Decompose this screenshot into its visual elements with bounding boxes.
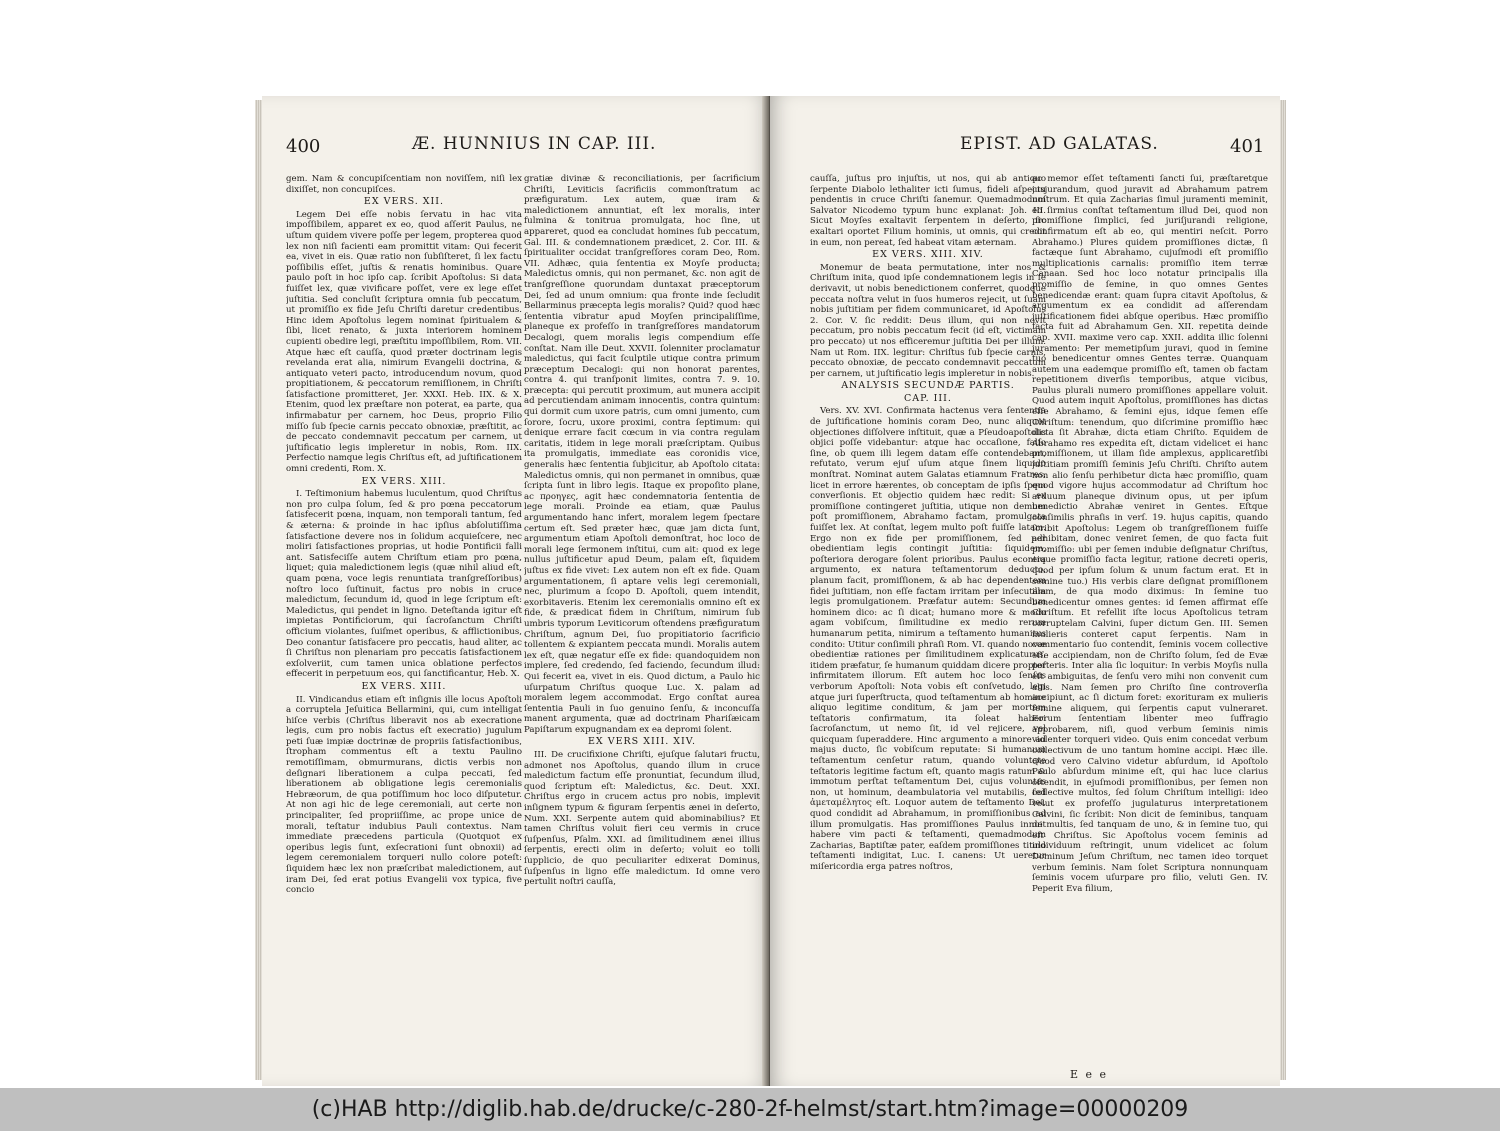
verse-heading: EX VERS XIII. XIV. [588,736,696,748]
text-paragraph: cauſſa, juſtus pro injuſtis, ut nos, qui ab antiquo ſerpente Diabolo lethaliter icti ſumus, fideli aſpectu pendentis in cruce Chriſti ſanemur. Quemadmodum Salvator Nicodemo typum hunc explanat: Joh. III. Sicut Moyſes exaltavit ſerpentem in deſerto, ſic exaltari oportet Filium hominis, ut omnis, qui credit in eum, non pereat, ſed habeat vitam æternam. [810,174,1046,248]
left-running-head: Æ. HUNNIUS IN CAP. III. [412,134,657,154]
left-page-number: 400 [286,136,321,157]
right-column-2 [1032,174,1268,1074]
right-page [770,96,1280,1086]
right-column-1 [810,174,1046,1074]
left-column-2 [524,174,760,1074]
verse-heading: EX VERS. XII. [363,196,445,208]
chapter-heading: CAP. III. [904,392,952,404]
text-paragraph: gratiæ divinæ & reconciliationis, per ſacrificium Chriſti, Leviticis ſacrificiis commonſtratum ac præfiguratum. Lex autem, quæ iram & maledictionem annuntiat, eſt lex moralis, inter fulmina & tonitrua promulgata, hoc ſine, ut appareret, quod ea concludat homines ſub peccatum, Gal. III. & condemnationem prædicet, 2. Cor. III. & ſpiritualiter occidat tranſgreſſores coram Deo, Rom. VII. Adhæc, quia ſententia ex Moyſe producta; Maledictus omnis, qui non permanet, &c. non agit de tranſgreſſione quorundam duntaxat præceptorum Dei, ſed ad unum omnium: qua fronte inde ſecludit Bellarminus præcepta legis moralis? Quid? quod hæc ſententia vibratur apud Moyſen principaliſſime, planeque ex profeſſo in tranſgreſſores mandatorum Decalogi, quem moralis legis compendium eſſe conſtat. Nam ille Deut. XXVII. ſolenniter proclamatur maledictus, qui facit ſculptile utique contra primum præceptum Decalogi: qui non honorat parentes, contra 4. qui tranſponit limites, contra 7. 9. 10. præcepta: qui percutit proximum, aut munera accipit ad percutiendam animam innocentis, contra quintum: qui dormit cum uxore patris, cum omni jumento, cum ſorore, ſocru, uxore proximi, contra ſeptimum: qui denique errare facit cœcum in via contra regulam caritatis, itidem in lege morali præſcriptam. Quibus ita promulgatis, immediate eas coronidis vice, generalis hæc ſententia ſubjicitur, ab Apoſtolo citata: Maledictus omnis, qui non permanet in omnibus, quæ ſcripta ſunt in libro legis. Itaque ex propoſito plane, ac προηγες, agit hæc condemnatoria ſententia de lege morali. Proinde ea etiam, quæ Paulus argumentando hanc infert, moralem legem ſpectare certum eſt. Sed præter hæc, quæ jam dicta ſunt, argumentum etiam Apoſtoli demonſtrat, hoc loco de morali lege ſermonem inſtitui, cum ait: quod ex lege nullus juſtificetur apud Deum, palam eſt, ſiquidem juſtus ex fide vivet: Lex autem non eſt ex fide. Quam argumentationem, ſi aptare velis legi ceremoniali, nec, plurimum a ſcopo D. Apoſtoli, quem intendit, exorbitaveris. Etenim lex ceremonialis omnino eſt ex fide, & prædicat fidem in Chriſtum, nimirum ſub umbris typorum Leviticorum oſtendens præfiguratum Chriſtum, agnum Dei, ſuo propitiatorio ſacrificio tollentem & expiantem peccata mundi. Moralis autem lex eſt, quæ negatur eſſe ex fide: quandoquidem non implere, ſed credendo, ſed faciendo, ſecundum illud: Qui fecerit ea, vivet in eis. Quod dictum, a Paulo hic uſurpatum Chriſtus quoque Luc. X. palam ad moralem legem accommodat. Ergo conſtat aurea ſententia Pauli in ſuo genuino ſenſu, & inconcuſſa manent argumenta, quæ ad doctrinam Phariſæicam Papiſtarum expugnandam ex ea depromi ſolent. [524,174,760,735]
text-paragraph: gem. Nam & concupiſcentiam non noviſſem, niſi lex dixiſſet, non concupiſces. [286,174,522,195]
verse-heading: EX VERS. XIII. [361,475,447,487]
text-paragraph: I. Teſtimonium habemus luculentum, quod Chriſtus non pro culpa ſolum, ſed & pro pœna peccatorum ſatisfecerit pœna, inquam, non temporali tantum, ſed & æterna: & proinde in hac ipſius abſolutiſſima ſatisfactione devere nos in ſolidum acquieſcere, nec moliri ſatisfactiones proprias, ut hodie Pontificii falli ant. Satisfeciſſe autem Chriſtum etiam pro pœna, liquet; quia maledictionem legis (quæ nihil aliud eſt, quam pœna, voce legis renuntiata tranſgreſſoribus) noſtro loco ſuſtinuit, factus pro nobis in cruce maledictum, ſecundum id, quod in lege ſcriptum eſt: Maledictus, qui pendet in ligno. Deteſtanda igitur eſt impietas Pontificiorum, qui ſacroſanctum Chriſti officium violantes, ſuiſmet operibus, & afflictionibus, Deo conantur ſatisfacere pro peccatis, haud aliter, ac ſi Chriſtus non plenariam pro peccatis ſatisfactionem exſolveriit, cum tamen unica oblatione perfectos effecerit in perpetuum eos, qui ſanctificantur, Heb. X. [286,489,522,680]
right-running-head: EPIST. AD GALATAS. [960,134,1159,154]
text-paragraph: ac memor eſſet teſtamenti ſancti ſui, præſtaretque jusjurandum, quod juravit ad Abrahamum patrem noſtrum. Et quia Zacharias ſimul juramenti meminit, eo ſirmius conſtat teſtamentum illud Dei, quod non promiſſione ſimplici, ſed juriſjurandi religione, confirmatum eſt ab eo, qui mentiri neſcit. Porro Abrahamo.) Plures quidem promiſſiones dictæ, ſi factæque ſunt Abrahamo, cujuſmodi eſt promiſſio multiplicationis carnalis: promiſſio item terræ Canaan. Sed hoc loco notatur principalis illa promiſſio de ſemine, in quo omnes Gentes benedicendæ erant: quam ſupra citavit Apoſtolus, & argumentum ex ea condidit ad aſſerendam juſtificationem fidei abſque operibus. Hæc promiſſio facta fuit ad Abrahamum Gen. XII. repetita deinde cap. XVII. maxime vero cap. XXII. addita illic ſolenni juramento: Per memetipſum juravi, quod in ſemine tuo benedicentur omnes Gentes terræ. Quanquam autem una eademque promiſſio eſt, tamen ob factam repetitionem diverſis temporibus, atque vicibus, Paulus plurali numero promiſſiones appellare voluit. Quod autem inquit Apoſtolus, promiſſiones has dictas eſſe Abrahamo, & ſemini ejus, idque ſemen eſſe Chriſtum: tenendum, quo diſcrimine promiſſio hæc dicta ſit Abrahæ, dicta etiam Chriſto. Equidem de Abrahamo res expedita eſt, dictam videlicet ei hanc promiſſionem, ut illam ſide amplexus, applicaretſibi juſtitiam promiſſi ſeminis Jeſu Chriſti. Chriſto autem non alio ſenſu perhibetur dicta hæc promiſſio, quam quod vigore hujus accommodatur ad Chriſtum hoc arduum planeque divinum opus, ut per ipſum benedictio Abrahæ veniret in Gentes. Eſtque conſimilis phraſis in verſ. 19. hujus capitis, quando ſcribit Apoſtolus: Legem ob tranſgreſſionem fuiſſe adhibitam, donec veniret ſemen, de quo facta fuit promiſſio: ubi per ſemen indubie deſignatur Chriſtus, eique promiſſio facta legitur, ratione decreti operis, quod per ipſum ſolum & unum factum erat. Et in semine tuo.) His verbis clare deſignat promiſſionem illam, de qua modo diximus: In ſemine tuo benedicentur omnes gentes: id ſemen affirmat eſſe Chriſtum. Et refellit iſte locus Apoſtolicus tetram corruptelam Calvini, ſuper dictum Gen. III. Semen mulieris conteret caput ſerpentis. Nam in commentario ſuo contendit, ſeminis vocem collective eſſe accipiendam, non de Chriſto ſolum, ſed de Evæ poſteris. Inter alia ſic loquitur: In verbis Moyſis nulla eſt ambiguitas, de ſenſu vero mihi non convenit cum aliis. Nam ſemen pro Chriſto ſine controverſia accipiunt, ac ſi dictum foret: exorituram ex mulieris ſemine aliquem, qui ſerpentis caput vulneraret. Eorum ſententiam libenter meo ſuffragio approbarem, niſi, quod verbum ſeminis nimis violenter torqueri video. Quis enim concedat verbum collectivum de uno tantum homine accipi. Hæc ille. Quod vero Calvino videtur abſurdum, id Apoſtolo Paulo abſurdum minime eſt, qui hac luce clarius oſtendit, in ejuſmodi promiſſionibus, per ſemen non collective multos, ſed ſolum Chriſtum intelligi: ideo velut ex profeſſo jugulaturus interpretationem Calvini, ſic ſcribit: Non dicit de ſeminibus, tanquam de multis, ſed tanquam de uno, & in ſemine tuo, qui eſt Chriſtus. Sic Apoſtolus vocem ſeminis ad individuum reſtringit, unum videlicet ac ſolum Dominum Jeſum Chriſtum, nec tamen ideo torquet verbum ſeminis. Nam ſolet Scriptura nonnunquam ſeminis vocem uſurpare pro filio, veluti Gen. IV. Peperit Eva filium, [1032,174,1268,894]
text-paragraph: Vers. XV. XVI. Confirmata hactenus vera ſententia de juſtificatione hominis coram Deo, nunc aliquot objectiones diſſolvere inſtituit, quæ a Pſeudoapoſtolis objici poſſe videbantur: atque hac occaſione, falſo ſine, ob quem illi legem datam eſſe contendebant, refutato, verum ejuſ uſum atque ſinem liquido monſtrat. Nominat autem Galatas etiamnum Fratres, licet in errore hærentes, ob conceptam de ipſis ſpem converſionis. Et objectio quidem hæc redit: Si ex promiſſione contingeret juſtitia, utique non demum poſt promiſſionem, Abrahamo factam, promulgata fuiſſet lex. At conſtat, legem multo poſt fuiſſe latam. Ergo non ex fide per promiſſionem, ſed per obedientiam legis contingit juſtitia: ſiquidem, poſteriora derogare ſolent prioribus. Paulus econtra argumento, ex natura teſtamentorum deducto, planum facit, promiſſionem, & ab hac dependentem fidei juſtitiam, non eſſe factam irritam per inſecutam legis promulgationem. Præfatur autem: Secundum hominem dico: ac ſi dicat; humano more & modo agam vobiſcum, ſimilitudine ex medio rerum humanarum petita, nimirum a teſtamento humanitus condito: Utitur conſimili phraſi Rom. VI. quando novæ obedientiæ rationes per ſimilitudinem explicaturus, itidem præfatur, ſe humanum quiddam dicere propter infirmitatem illorum. Eſt autem hoc loco ſenſus verborum Apoſtoli: Nota vobis eſt conſvetudo, legi atque juri ſuperſtructa, quod teſtamentum ab homine aliquo legitime conditum, & jam per mortem teſtatoris confirmatum, ita ſoleat haberi ſacroſanctum, ut nemo ſit, id vel rejicere, vel quicquam ſuperaddere. Hinc argumento a minore ad majus ducto, ſic vobiſcum reputate: Si humanum teſtamentum cenſetur ratum, quando voluntate teſtatoris legitime factum eſt, quanto magis ratum & immotum perſtat teſtamentum Dei, cujus voluntas non, ut hominum, deambulatoria vel mutabilis, ſed ἀμεταμέλητος eſt. Loquor autem de teſtamento Dei, quod condidit ad Abrahamum, in promiſſionibus ad illum promulgatis. Has promiſſiones Paulus innuit habere vim pacti & teſtamenti, quemadmodum Zacharias, Baptiſtæ pater, eaſdem promiſſiones titulo teſtamenti indigitat, Luc. I. canens: Ut ueretur miſericordia erga patres noſtros, [810,406,1046,872]
text-paragraph: II. Vindicandus etiam eſt inſignis ille locus Apoſtoli a corruptela Jeſuitica Bellarmini, qui, cum intelligat hiſce verbis (Chriſtus liberavit nos ab execratione legis, cum pro nobis factus eſt execratio) jugulum peti ſuæ impiæ doctrinæ de propriis ſatisfactionibus, ſtropham commentus eſt a textu Paulino remotiſſimam, obmurmurans, dictis verbis non deſignari liberationem a culpa peccati, ſed liberationem ab obligatione legis ceremonialis Hebræorum, de qua potiſſimum hoc loco diſputetur. At non agi hic de lege ceremoniali, aut certe non principaliter, ſed propriiſſime, ac prope unice de morali, teſtatur indubius Pauli contextus. Nam immediate præcedens particula (Quotquot ex operibus legis ſunt, exſecrationi ſunt obnoxii) ad legem ceremonialem torqueri nullo colore poteſt: ſiquidem hæc lex non præſcribat maledictionem, aut iram Dei, ſed erat potius Evangelii vox typica, five concio [286,694,522,896]
left-page [262,96,770,1086]
section-heading: ANALYSIS SECUNDÆ PARTIS. [841,380,1015,392]
signature-mark: E e e [1070,1068,1109,1081]
right-page-number: 401 [1230,136,1265,157]
left-column-1 [286,174,522,1074]
text-paragraph: Legem Dei eſſe nobis ſervatu in hac vita impoſſibilem, apparet ex eo, quod aſſerit Paulus, ne uſtum quidem vivere poſſe per legem, propterea quod lex non niſi facienti eam promittit vitam: Qui fecerit ea, vivet in eis. Quæ ratio non ſubſiſteret, ſi lex factu poſſibilis eſſet, juſtis & renatis hominibus. Quare paulo poſt in hoc ipſo cap. ſcribit Apoſtolus: Si data fuiſſet lex, quæ vivificare poſſet, vere ex lege eſſet juſtitia. Sed concluſit ſcriptura omnia ſub peccatum, ut promiſſio ex fide Jeſu Chriſti daretur credentibus. Hinc idem Apoſtolus legem nominat ſpiritualem & ſibi, licet renato, & juxta interiorem hominem cupienti obedire legi, præſtitu impoſſibilem, Rom. VII. Atque hæc eſt cauſſa, quod præter doctrinam legis revelanda erat alia, nimirum Evangelii doctrina, & antiquato veteri pacto, introducendum novum, quod propitiationem, & peccatorum remiſſionem, in Chriſti ſatisfactione promitteret, Jer. XXXI. Heb. IIX. & X. Etenim, quod lex præſtare non poterat, ea parte, qua infirmabatur per carnem, hoc Deus, proprio Filio miſſo ſub ſpecie carnis peccato obnoxiæ, præſtitit, ac de peccato condemnavit peccatum per carnem, ut juſtificatio legis impleretur in nobis, Rom. IIX. Perfectio namque legis Chriſtus eſt, ad juſtificationem omni credenti, Rom. X. [286,209,522,475]
footer-credit: (c)HAB http://diglib.hab.de/drucke/c-280-2f-helmst/start.htm?image=00000209 [0,1088,1500,1131]
text-paragraph: III. De crucifixione Chriſti, ejuſque ſalutari fructu, admonet nos Apoſtolus, quando illum in cruce maledictum factum eſſe pronuntiat, ſecundum illud, quod ſcriptum eſt: Maledictus, &c. Deut. XXI. Chriſtus ergo in crucem actus pro nobis, implevit inſignem typum & figuram ſerpentis ænei in deſerto, Num. XXI. Serpente autem quid abominabilius? Et tamen Chriſtus voluit fieri ceu vermis in cruce ſuſpenſus, Pſalm. XXI. ad ſimilitudinem ænei illius ſerpentis, erecti olim in deſerto; voluit eo tolli ſupplicio, de quo peculiariter edixerat Dominus, ſuſpenſus in ligno eſſe maledictum. Id omne vero pertulit noſtri cauſſa, [524,750,760,888]
text-paragraph: Monemur de beata permutatione, inter nos & Chriſtum inita, quod ipſe condemnationem legis in ſe derivavit, ut nobis benedictionem conferret, quodque peccata noſtra velut in ſuos humeros rejecit, ut ſuam nobis juſtitiam per fidem communicaret, id Apoſtolus 2. Cor. V. ſic reddit: Deus illum, qui non novit peccatum, pro nobis peccatum fecit (id eſt, victimam pro peccato) ut nos efficeremur juſtitia Dei per illum. Nam ut Rom. IIX. legitur: Chriſtus ſub ſpecie carnis, peccato obnoxiæ, de peccato condemnavit peccatum per carnem, ut juſtificatio legis impleretur in nobis. [810,262,1046,379]
verse-heading: EX VERS. XIII. XIV. [872,249,984,261]
verse-heading: EX VERS. XIII. [361,680,447,692]
right-page-edge [1280,100,1286,1080]
